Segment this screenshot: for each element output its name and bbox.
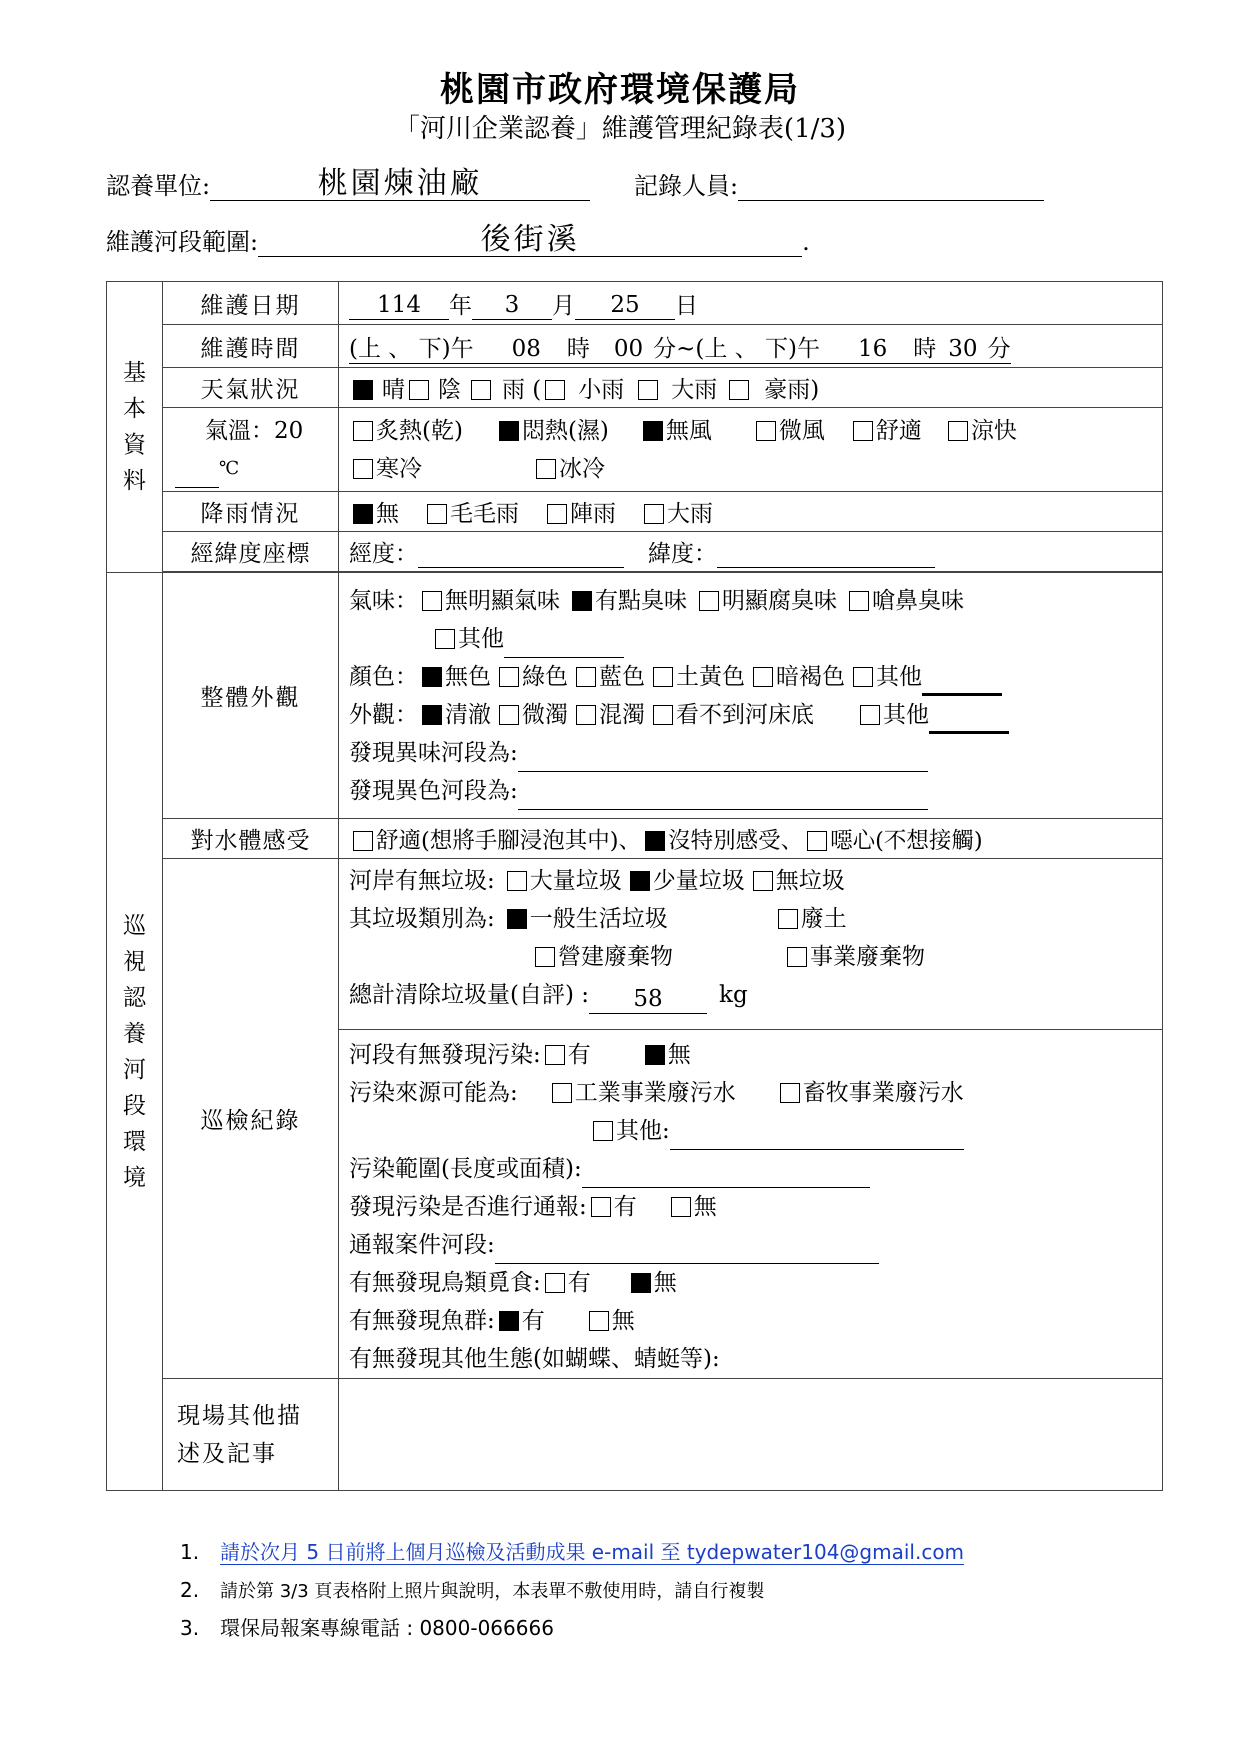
smell-checkbox[interactable] [849, 591, 869, 611]
smell-checkbox[interactable] [435, 629, 455, 649]
color-checkbox[interactable] [576, 667, 596, 687]
trash-type-q: 其垃圾類別為: [349, 906, 495, 932]
color-section-field[interactable] [518, 783, 928, 810]
temp-opt: 涼快 [970, 417, 1017, 444]
pollution-opt: 無 [667, 1042, 691, 1068]
feeling-label: 對水體感受 [163, 819, 339, 859]
weather-cell [339, 368, 1163, 408]
patrol-cell [339, 859, 1163, 1379]
color-section-label: 發現異色河段為: [349, 777, 518, 804]
temp-opt: 冰冷 [559, 455, 605, 482]
trash-type-opt: 營建廢棄物 [558, 944, 673, 970]
color-other-field[interactable] [922, 667, 1002, 696]
weather-rain-checkbox[interactable] [471, 380, 491, 400]
section-patrol-char: 境 [123, 1164, 146, 1191]
smell-label: 氣味： [349, 587, 418, 614]
coords-cell [339, 532, 1163, 572]
range-line [349, 1150, 1162, 1188]
smell-checkbox[interactable] [572, 591, 592, 611]
latitude-label: 緯度： [648, 541, 717, 567]
source-line-2 [349, 1112, 1162, 1150]
color-opt: 綠色 [522, 663, 568, 690]
look-opt: 混濁 [599, 701, 645, 728]
other-label-line-1: 現場其他描 [177, 1402, 302, 1429]
time-label: 維護時間 [163, 325, 339, 368]
smell-checkbox[interactable] [422, 591, 442, 611]
footnote-text: 請於第 3/3 頁表格附上照片與說明，本表單不敷使用時，請自行複製 [220, 1581, 765, 1602]
minute-unit: 分 [653, 335, 677, 362]
temp-label-cell [163, 408, 339, 492]
color-opt: 藍色 [599, 663, 645, 690]
appearance-cell [339, 573, 1163, 819]
look-opt: 其他 [883, 701, 929, 728]
trash-line [349, 862, 1162, 900]
other-label-line-2: 述及記事 [177, 1440, 277, 1467]
look-checkbox[interactable] [499, 705, 519, 725]
temp-unit: ℃ [219, 457, 240, 479]
range-q: 污染範圍(長度或面積): [349, 1156, 582, 1182]
look-line [349, 696, 1162, 734]
weather-light: 小雨 [578, 377, 625, 403]
end-minute[interactable]: 30 [948, 335, 978, 362]
section-patrol-char: 養 [123, 1020, 146, 1047]
fish-line [349, 1302, 1162, 1340]
color-checkbox[interactable] [853, 667, 873, 687]
feeling-opt: 舒適(想將手腳浸泡其中)、 [376, 827, 642, 854]
look-opt: 清澈 [445, 701, 491, 728]
temp-opt: 舒適 [875, 417, 922, 444]
bird-q: 有無發現鳥類覓食: [349, 1270, 541, 1296]
feeling-checkbox[interactable] [645, 831, 665, 851]
trash-checkbox[interactable] [507, 871, 527, 891]
report-checkbox[interactable] [671, 1197, 691, 1217]
odor-section-field[interactable] [518, 745, 928, 772]
source-opt: 其他: [616, 1118, 670, 1144]
range-field[interactable]: 後街溪 [258, 224, 802, 257]
temp-unit-row [175, 450, 338, 488]
section-basic [107, 282, 163, 573]
trash-type-checkbox[interactable] [507, 909, 527, 929]
weather-storm-checkbox[interactable] [729, 380, 749, 400]
footnote-3 [180, 1609, 964, 1647]
month-unit: 月 [552, 292, 575, 319]
feeling-opt: 沒特別感受、 [668, 827, 804, 854]
look-checkbox[interactable] [860, 705, 880, 725]
weather-heavy-checkbox[interactable] [638, 380, 658, 400]
section-basic-char: 料 [123, 468, 146, 494]
minute-unit: 分 [987, 335, 1011, 362]
source-opt: 畜牧事業廢污水 [802, 1080, 964, 1106]
pollution-line [349, 1036, 1162, 1074]
smell-line [349, 582, 1162, 620]
look-checkbox[interactable] [576, 705, 596, 725]
trash-type-opt: 廢土 [800, 906, 847, 932]
color-checkbox[interactable] [653, 667, 673, 687]
fish-checkbox[interactable] [589, 1311, 609, 1331]
row-feeling [107, 819, 1163, 859]
day-unit: 日 [675, 292, 698, 319]
section-patrol-char: 河 [123, 1056, 146, 1083]
fish-q: 有無發現魚群: [349, 1308, 495, 1334]
pollution-opt: 有 [567, 1042, 591, 1068]
amount-unit: kg [719, 982, 748, 1008]
range-row [106, 222, 810, 257]
temp-line-2 [349, 450, 1162, 488]
row-date [107, 282, 1163, 325]
color-opt: 其他 [876, 663, 922, 690]
weather-sunny: 晴 [382, 377, 405, 403]
recorder-label: 記錄人員: [634, 172, 739, 200]
trash-type-checkbox[interactable] [787, 947, 807, 967]
page-title: 桃園市政府環境保護局 [440, 70, 800, 110]
source-checkbox[interactable] [780, 1083, 800, 1103]
appearance-label: 整體外觀 [163, 573, 339, 819]
temp-opt-checkbox[interactable] [643, 421, 663, 441]
range-label: 維護河段範圍: [106, 228, 259, 256]
trash-opt: 大量垃圾 [529, 868, 622, 894]
page-subtitle: 「河川企業認養」維護管理紀錄表(1/3) [393, 114, 847, 144]
fish-checkbox[interactable] [499, 1311, 519, 1331]
rainfall-opt: 大雨 [667, 501, 713, 527]
coords-label: 經緯度座標 [163, 532, 339, 572]
source-opt: 工業事業廢污水 [574, 1080, 736, 1106]
temp-opt: 微風 [778, 417, 825, 444]
look-checkbox[interactable] [422, 705, 442, 725]
bird-checkbox[interactable] [631, 1273, 651, 1293]
footnote-number: 2. [180, 1578, 200, 1602]
rainfall-checkbox[interactable] [547, 504, 567, 524]
year-unit: 年 [449, 292, 472, 319]
section-patrol-char: 段 [123, 1092, 146, 1119]
recorder-field[interactable] [738, 168, 1044, 201]
fish-opt: 無 [611, 1308, 635, 1334]
odor-section-label: 發現異味河段為: [349, 739, 518, 766]
smell-other-line [349, 620, 1162, 658]
section-patrol [107, 573, 163, 1491]
start-hour[interactable]: 08 [511, 335, 541, 362]
hour-unit: 時 [913, 335, 937, 362]
weather-storm: 豪雨) [764, 377, 820, 403]
section-basic-char: 本 [123, 396, 146, 422]
bird-line [349, 1264, 1162, 1302]
report-opt: 有 [613, 1194, 637, 1220]
unit-row [106, 166, 590, 201]
smell-checkbox[interactable] [699, 591, 719, 611]
section-patrol-char: 認 [123, 984, 146, 1011]
rainfall-checkbox[interactable] [644, 504, 664, 524]
look-label: 外觀： [349, 701, 418, 728]
time-cell [339, 325, 1163, 368]
day-field[interactable]: 25 [575, 291, 675, 320]
look-opt: 微濁 [522, 701, 568, 728]
temp-opt-checkbox[interactable] [499, 421, 519, 441]
trash-block [339, 859, 1162, 1030]
other-field[interactable] [339, 1379, 1163, 1491]
color-opt: 無色 [445, 663, 491, 690]
time-ampm-end: (上 、 下)午 [695, 335, 820, 362]
report-line [349, 1188, 1162, 1226]
date-label: 維護日期 [163, 282, 339, 325]
hour-unit: 時 [566, 335, 590, 362]
row-coordinates [107, 532, 1163, 572]
pollution-block [339, 1030, 1162, 1378]
color-label: 顏色： [349, 663, 418, 690]
unit-field[interactable]: 桃園煉油廠 [210, 168, 590, 201]
longitude-field[interactable] [418, 541, 624, 568]
odor-section-line [349, 734, 1162, 772]
trash-type-opt: 事業廢棄物 [810, 944, 925, 970]
footnotes [180, 1533, 964, 1647]
pollution-checkbox[interactable] [545, 1045, 565, 1065]
weather-light-checkbox[interactable] [545, 380, 565, 400]
eco-q: 有無發現其他生態(如蝴蝶、蜻蜓等): [349, 1346, 720, 1372]
bird-opt: 無 [653, 1270, 677, 1296]
weather-cloudy-checkbox[interactable] [409, 380, 429, 400]
bird-opt: 有 [567, 1270, 591, 1296]
row-time [107, 325, 1163, 368]
time-ampm-start: (上 、 下)午 [349, 335, 474, 362]
report-opt: 無 [693, 1194, 717, 1220]
temp-opt-checkbox[interactable] [353, 459, 373, 479]
trash-q: 河岸有無垃圾: [349, 868, 495, 894]
rainfall-cell [339, 492, 1163, 532]
section-patrol-char: 環 [123, 1128, 146, 1155]
section-patrol-char: 巡 [123, 912, 146, 939]
rainfall-opt: 毛毛雨 [450, 501, 519, 527]
look-opt: 看不到河床底 [676, 701, 814, 728]
range-field-pollution[interactable] [582, 1161, 870, 1188]
pollution-checkbox[interactable] [645, 1045, 665, 1065]
source-other-field[interactable] [670, 1123, 964, 1150]
temp-opt-checkbox[interactable] [536, 459, 556, 479]
latitude-field[interactable] [717, 541, 935, 568]
color-checkbox[interactable] [753, 667, 773, 687]
eco-line [349, 1340, 1162, 1378]
start-minute[interactable]: 00 [613, 335, 644, 362]
report-q: 發現污染是否進行通報: [349, 1194, 587, 1220]
year-field[interactable]: 114 [349, 291, 449, 320]
row-weather [107, 368, 1163, 408]
month-field[interactable]: 3 [472, 291, 552, 320]
temp-opt-checkbox[interactable] [853, 421, 873, 441]
rainfall-checkbox[interactable] [353, 504, 373, 524]
weather-heavy: 大雨 [671, 377, 718, 403]
trash-checkbox[interactable] [753, 871, 773, 891]
smell-opt: 嗆鼻臭味 [872, 587, 964, 614]
section-patrol-char: 視 [123, 948, 146, 975]
look-other-field[interactable] [929, 705, 1009, 734]
report-section-label: 通報案件河段: [349, 1232, 495, 1258]
bird-checkbox[interactable] [545, 1273, 565, 1293]
other-label [163, 1379, 339, 1491]
amount-field[interactable]: 58 [589, 985, 707, 1014]
footnote-number: 1. [180, 1540, 200, 1564]
temp-opt: 寒冷 [376, 455, 422, 482]
weather-cloudy: 陰 [438, 377, 461, 403]
report-section-line [349, 1226, 1162, 1264]
section-basic-char: 基 [123, 360, 146, 386]
amount-line [349, 976, 1162, 1014]
smell-opt: 有點臭味 [595, 587, 687, 614]
trash-type-line-1 [349, 900, 1162, 938]
report-section-field[interactable] [495, 1237, 879, 1264]
longitude-label: 經度： [349, 541, 418, 567]
feeling-checkbox[interactable] [353, 831, 373, 851]
date-cell [339, 282, 1163, 325]
source-checkbox[interactable] [552, 1083, 572, 1103]
row-rainfall [107, 492, 1163, 532]
recorder-row [634, 166, 1044, 201]
source-line-1 [349, 1074, 1162, 1112]
rainfall-opt: 無 [376, 501, 399, 527]
time-underline [349, 336, 1011, 364]
unit-label: 認養單位: [106, 172, 211, 200]
weather-label: 天氣狀況 [163, 368, 339, 408]
trash-type-checkbox[interactable] [535, 947, 555, 967]
rainfall-checkbox[interactable] [427, 504, 447, 524]
look-checkbox[interactable] [653, 705, 673, 725]
footnote-number: 3. [180, 1616, 200, 1640]
weather-rain: 雨 ( [502, 377, 542, 403]
color-checkbox[interactable] [422, 667, 442, 687]
section-basic-char: 資 [123, 432, 146, 458]
source-checkbox[interactable] [593, 1121, 613, 1141]
time-separator: ~ [676, 335, 696, 362]
pollution-q: 河段有無發現污染: [349, 1042, 541, 1068]
temp-label: 氣溫：20 [205, 417, 304, 444]
footnote-email-link[interactable]: 請於次月 5 日前將上個月巡檢及活動成果 e-mail 至 tydepwater104@gmail.com [220, 1540, 965, 1564]
range-end: . [802, 228, 810, 256]
report-checkbox[interactable] [591, 1197, 611, 1217]
rainfall-label: 降雨情況 [163, 492, 339, 532]
temp-opt-checkbox[interactable] [948, 421, 968, 441]
temp-unit-blank [175, 461, 219, 488]
row-temperature [107, 408, 1163, 492]
trash-opt: 少量垃圾 [652, 868, 745, 894]
trash-checkbox[interactable] [630, 871, 650, 891]
row-patrol [107, 859, 1163, 1379]
temp-opt: 無風 [665, 417, 712, 444]
row-appearance [107, 573, 1163, 819]
trash-type-line-2 [349, 938, 1162, 976]
footnote-text: 環保局報案專線電話 : 0800-066666 [220, 1616, 554, 1640]
trash-type-opt: 一般生活垃圾 [529, 906, 668, 932]
trash-opt: 無垃圾 [775, 868, 845, 894]
feeling-cell [339, 819, 1163, 859]
feeling-opt: 噁心(不想接觸) [830, 827, 983, 854]
rainfall-opt: 陣雨 [570, 501, 616, 527]
trash-type-checkbox[interactable] [778, 909, 798, 929]
smell-opt: 無明顯氣味 [445, 587, 560, 614]
temp-line-1 [349, 412, 1162, 450]
smell-opt: 明顯腐臭味 [722, 587, 837, 614]
fish-opt: 有 [521, 1308, 545, 1334]
smell-opt: 其他 [458, 625, 504, 652]
feeling-checkbox[interactable] [807, 831, 827, 851]
end-hour[interactable]: 16 [858, 335, 888, 362]
color-opt: 暗褐色 [776, 663, 845, 690]
amount-label: 總計清除垃圾量(自評) : [349, 982, 590, 1008]
footnote-1 [180, 1533, 964, 1571]
weather-sunny-checkbox[interactable] [353, 380, 373, 400]
record-table [106, 281, 1163, 1491]
temp-cell [339, 408, 1163, 492]
patrol-label: 巡檢紀錄 [163, 859, 339, 1379]
source-q: 污染來源可能為: [349, 1080, 518, 1106]
temp-opt-checkbox[interactable] [756, 421, 776, 441]
color-checkbox[interactable] [499, 667, 519, 687]
row-other [107, 1379, 1163, 1491]
smell-other-field[interactable] [504, 631, 624, 658]
color-line [349, 658, 1162, 696]
temp-opt-checkbox[interactable] [353, 421, 373, 441]
temp-opt: 悶熱(濕) [521, 417, 609, 444]
color-opt: 土黃色 [676, 663, 745, 690]
color-section-line [349, 772, 1162, 810]
temp-opt: 炙熱(乾) [376, 417, 463, 444]
footnote-2 [180, 1571, 964, 1609]
